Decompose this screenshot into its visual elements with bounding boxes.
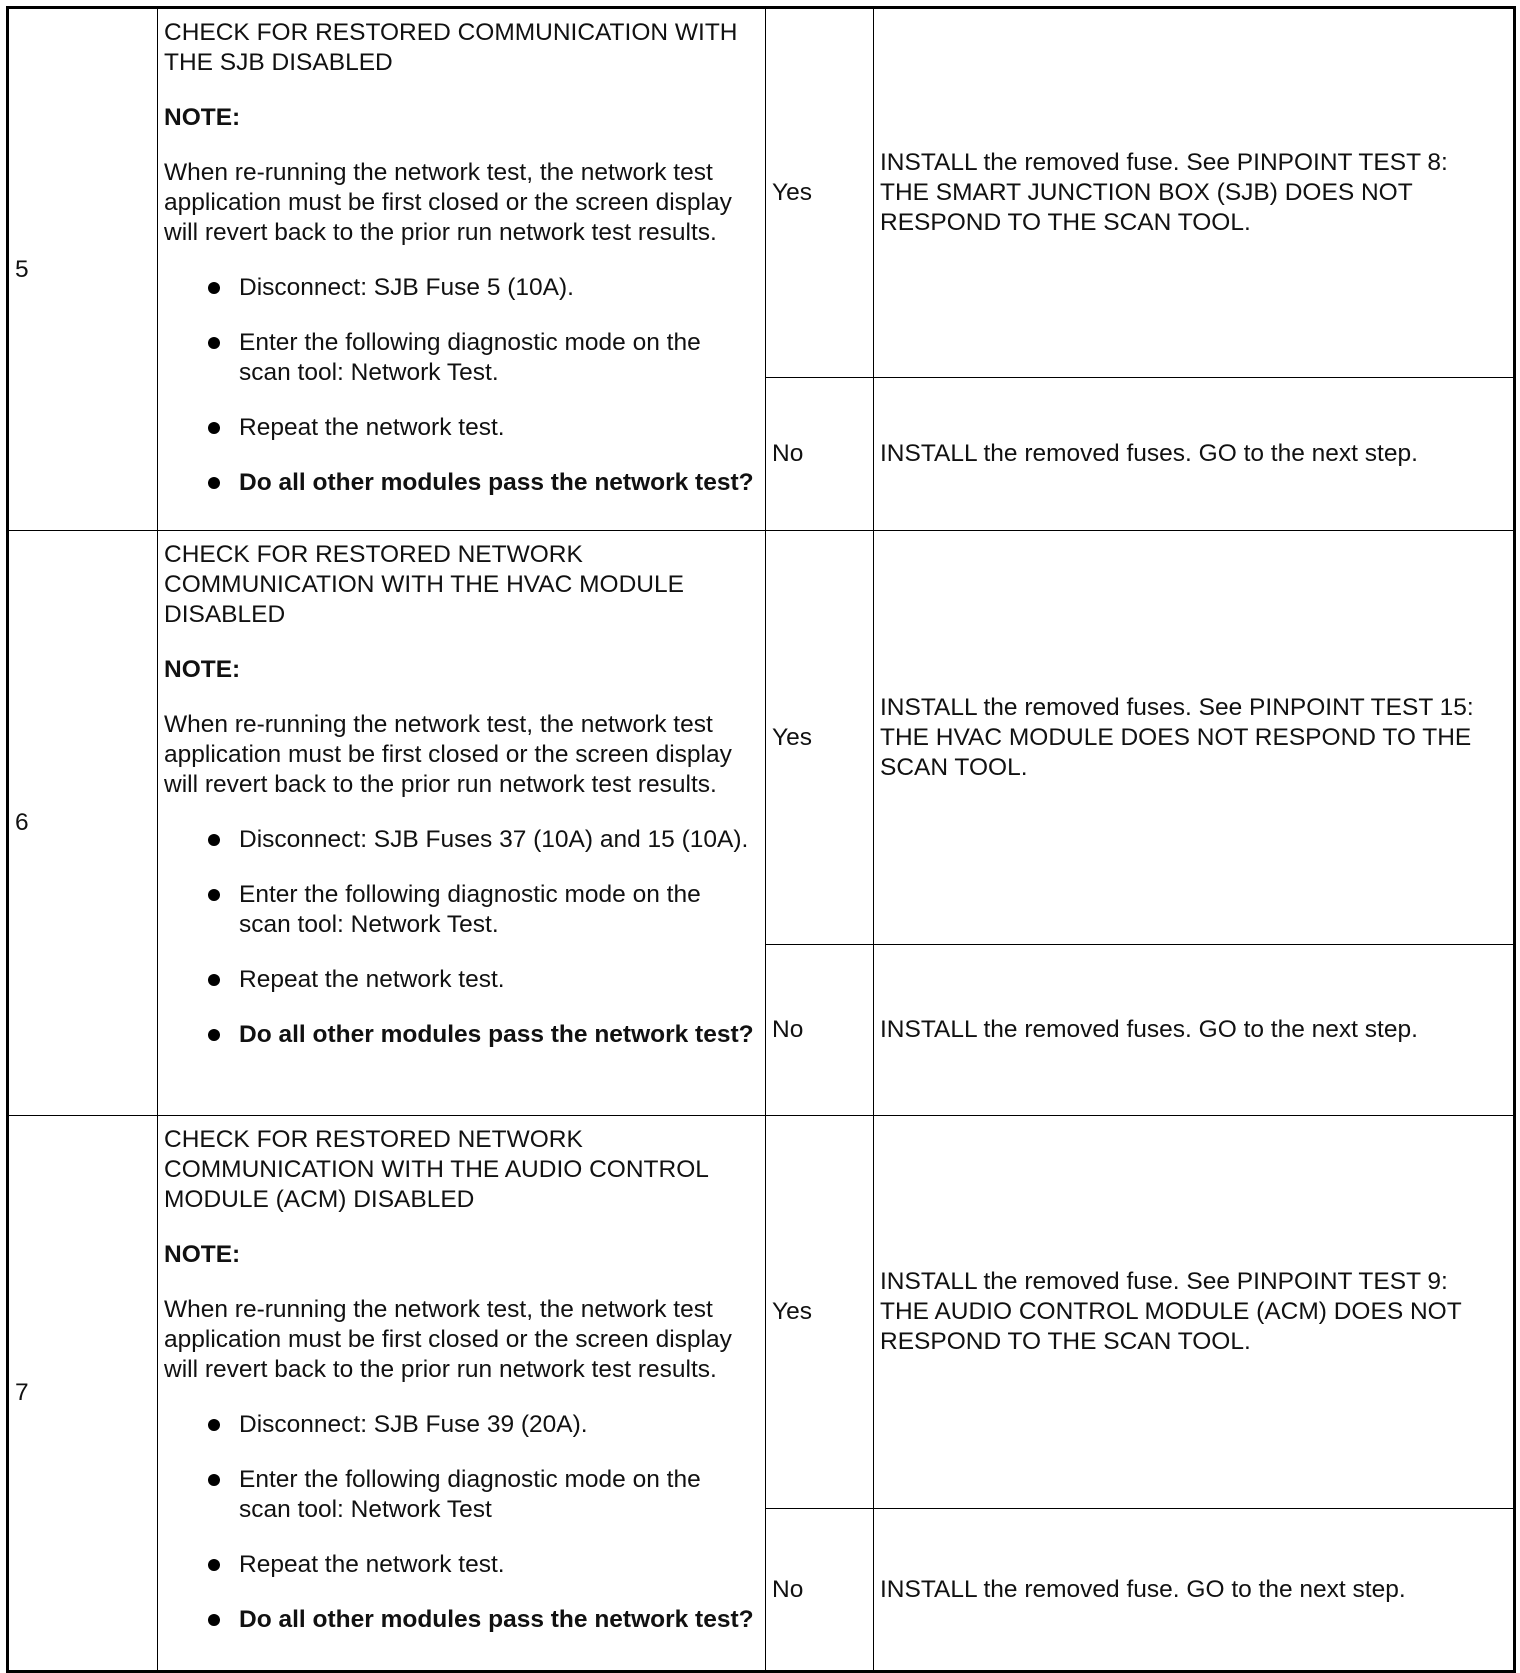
action-item-text: Enter the following diagnostic mode on the scan tool: Network Test	[239, 1466, 701, 1523]
action-item	[164, 1550, 759, 1580]
result-yes: INSTALL the removed fuses. See PINPOINT TEST 15: THE HVAC MODULE DOES NOT RESPOND TO THE SCAN TOOL.	[874, 531, 1515, 945]
action-list	[164, 1410, 759, 1635]
step-row-6-yes	[8, 531, 1515, 945]
step-title: CHECK FOR RESTORED NETWORK COMMUNICATION WITH THE HVAC MODULE DISABLED	[164, 541, 684, 628]
step-number: 5	[8, 8, 158, 531]
bullet-icon	[208, 1559, 220, 1571]
action-item-text: Repeat the network test.	[239, 414, 505, 441]
action-item-text: Repeat the network test.	[239, 1551, 505, 1578]
bullet-icon	[208, 889, 220, 901]
action-item	[164, 965, 759, 995]
result-no: INSTALL the removed fuse. GO to the next step.	[874, 1509, 1515, 1672]
action-item	[164, 880, 759, 940]
bullet-icon	[208, 337, 220, 349]
question-text: Do all other modules pass the network test?	[239, 1606, 754, 1633]
question-item	[164, 468, 759, 498]
bullet-icon	[208, 422, 220, 434]
note-label: NOTE:	[164, 1241, 241, 1268]
action-item	[164, 1465, 759, 1525]
answer-yes: Yes	[766, 531, 874, 945]
result-yes: INSTALL the removed fuse. See PINPOINT TEST 8: THE SMART JUNCTION BOX (SJB) DOES NOT RESPOND TO THE SCAN TOOL.	[874, 8, 1515, 378]
result-yes: INSTALL the removed fuse. See PINPOINT TEST 9: THE AUDIO CONTROL MODULE (ACM) DOES NOT RESPOND TO THE SCAN TOOL.	[874, 1116, 1515, 1509]
step-row-5-yes	[8, 8, 1515, 378]
step-row-7-yes	[8, 1116, 1515, 1509]
action-item	[164, 825, 759, 855]
action-item	[164, 328, 759, 388]
question-item	[164, 1020, 759, 1050]
step-title: CHECK FOR RESTORED COMMUNICATION WITH THE SJB DISABLED	[164, 19, 738, 76]
bullet-icon	[208, 1614, 220, 1626]
answer-yes: Yes	[766, 1116, 874, 1509]
bullet-icon	[208, 477, 220, 489]
note-text: When re-running the network test, the network test application must be first closed or the screen display will revert back to the prior run network test results.	[164, 711, 732, 798]
question-item	[164, 1605, 759, 1635]
question-text: Do all other modules pass the network test?	[239, 1021, 754, 1048]
step-number: 7	[8, 1116, 158, 1672]
note-text: When re-running the network test, the network test application must be first closed or the screen display will revert back to the prior run network test results.	[164, 159, 732, 246]
action-item-text: Disconnect: SJB Fuse 5 (10A).	[239, 274, 574, 301]
pinpoint-test-table	[6, 6, 1516, 1673]
step-action-cell	[158, 8, 766, 531]
bullet-icon	[208, 1029, 220, 1041]
answer-no: No	[766, 1509, 874, 1672]
answer-no: No	[766, 945, 874, 1116]
action-item-text: Repeat the network test.	[239, 966, 505, 993]
bullet-icon	[208, 834, 220, 846]
action-item	[164, 273, 759, 303]
note-text: When re-running the network test, the network test application must be first closed or the screen display will revert back to the prior run network test results.	[164, 1296, 732, 1383]
result-no: INSTALL the removed fuses. GO to the next step.	[874, 378, 1515, 531]
bullet-icon	[208, 1474, 220, 1486]
bullet-icon	[208, 1419, 220, 1431]
step-action-cell	[158, 531, 766, 1116]
answer-no: No	[766, 378, 874, 531]
action-item	[164, 413, 759, 443]
action-item-text: Enter the following diagnostic mode on the scan tool: Network Test.	[239, 881, 701, 938]
question-text: Do all other modules pass the network test?	[239, 469, 754, 496]
step-number: 6	[8, 531, 158, 1116]
action-item	[164, 1410, 759, 1440]
answer-yes: Yes	[766, 8, 874, 378]
note-label: NOTE:	[164, 104, 241, 131]
result-no: INSTALL the removed fuses. GO to the next step.	[874, 945, 1515, 1116]
bullet-icon	[208, 974, 220, 986]
action-item-text: Disconnect: SJB Fuses 37 (10A) and 15 (10A).	[239, 826, 749, 853]
step-action-cell	[158, 1116, 766, 1672]
step-title: CHECK FOR RESTORED NETWORK COMMUNICATION WITH THE AUDIO CONTROL MODULE (ACM) DISABLED	[164, 1126, 708, 1213]
bullet-icon	[208, 282, 220, 294]
action-list	[164, 825, 759, 1050]
action-item-text: Disconnect: SJB Fuse 39 (20A).	[239, 1411, 588, 1438]
action-list	[164, 273, 759, 498]
action-item-text: Enter the following diagnostic mode on the scan tool: Network Test.	[239, 329, 701, 386]
note-label: NOTE:	[164, 656, 241, 683]
